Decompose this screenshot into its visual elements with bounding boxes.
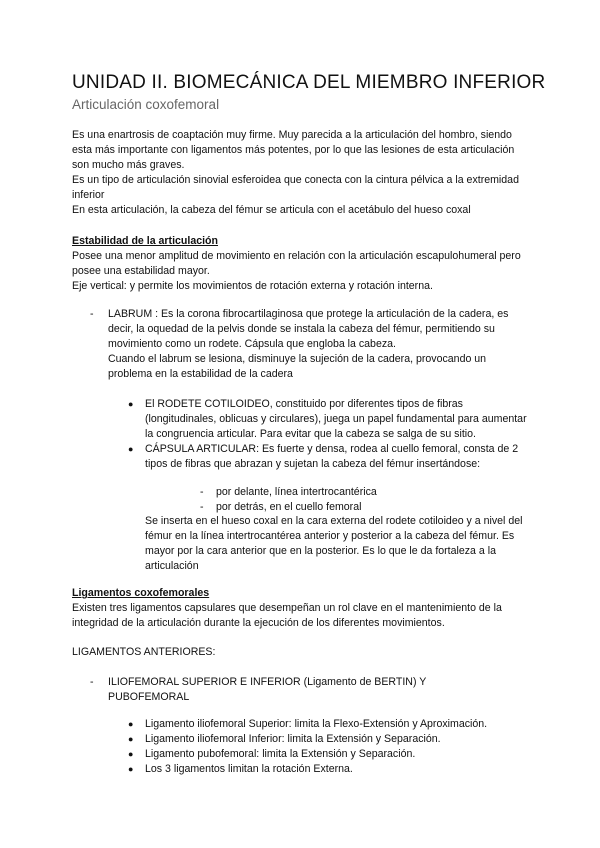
intro-section	[72, 128, 532, 218]
list-item	[128, 717, 535, 732]
capsula-after-text: Se inserta en el hueso coxal en la cara externa del rodete cotiloideo y a nivel del fémur en la línea intertrocantérea anterior y posterior a la cabeza del fémur. Es mayor por la cara anterior que en la posterior. Es lo que le da fortaleza a la articulación	[145, 515, 523, 572]
ligament-bullet-list	[128, 717, 535, 777]
bullet-marker: ●	[128, 399, 134, 409]
bullet-marker: ●	[128, 734, 134, 744]
intro-paragraph: Es un tipo de articulación sinovial esferoidea que conecta con la cintura pélvica a la extremidad inferior	[72, 174, 519, 201]
list-item	[128, 397, 530, 442]
bullet-marker: ●	[128, 444, 134, 454]
dash-marker: -	[90, 308, 94, 320]
labrum-item	[90, 307, 523, 382]
intro-paragraph: Es una enartrosis de coaptación muy firme. Muy parecida a la articulación del hombro, siendo esta más importante con ligamentos más potentes, por lo que las lesiones de esta articulación son mucho más graves.	[72, 129, 515, 171]
page-subtitle: Articulación coxofemoral	[72, 97, 220, 112]
bullet-marker: ●	[128, 749, 134, 759]
labrum-text: LABRUM : Es la corona fibrocartilaginosa que protege la articulación de la cadera, es decir, la oquedad de la pelvis donde se instala la cabeza del fémur, permitiendo su movimiento como un rodete. Cápsula que engloba la cabeza.	[108, 308, 509, 350]
bullet-marker: ●	[128, 764, 134, 774]
list-item	[128, 442, 530, 472]
capsula-sub-item: - por detrás, en el cuello femoral	[200, 501, 362, 513]
iliofemoral-text: ILIOFEMORAL SUPERIOR E INFERIOR (Ligamento de BERTIN) Y PUBOFEMORAL	[108, 676, 427, 703]
capsula-text: CÁPSULA ARTICULAR: Es fuerte y densa, rodea al cuello femoral, consta de 2 tipos de fibras que abrazan y sujetan la cabeza del fémur insertándose:	[145, 443, 519, 470]
dash-marker: -	[90, 676, 94, 688]
labrum-text-2: Cuando el labrum se lesiona, disminuye la sujeción de la cadera, provocando un problema en la estabilidad de la cadera	[108, 353, 487, 380]
estabilidad-section	[72, 234, 532, 294]
list-item	[128, 732, 535, 747]
ligament-text: Los 3 ligamentos limitan la rotación Externa.	[145, 763, 353, 775]
rodete-text: El RODETE COTILOIDEO, constituido por diferentes tipos de fibras (longitudinales, oblicuas y circulares), juega un papel fundamental para aumentar la congruencia articular. Para evitar que la cabeza se salga de su sitio.	[145, 398, 527, 440]
capsula-sub-item: - por delante, línea intertrocantérica	[200, 486, 377, 498]
capsula-sub-text: por delante, línea intertrocantérica	[216, 486, 377, 498]
anteriores-label	[72, 645, 532, 660]
capsula-after-paragraph	[145, 514, 530, 574]
list-item	[128, 747, 535, 762]
ligamentos-section	[72, 586, 532, 631]
capsula-sub-text: por detrás, en el cuello femoral	[216, 501, 362, 513]
ligament-text: Ligamento iliofemoral Inferior: limita la Extensión y Separación.	[145, 733, 441, 745]
ligament-text: Ligamento iliofemoral Superior: limita la Flexo-Extensión y Aproximación.	[145, 718, 488, 730]
estabilidad-paragraph: Posee una menor amplitud de movimiento en relación con la articulación escapulohumeral pero posee una estabilidad mayor.	[72, 250, 521, 277]
intro-paragraph: En esta articulación, la cabeza del fémur se articula con el acetábulo del hueso coxal	[72, 204, 471, 216]
section-heading-ligamentos: Ligamentos coxofemorales	[72, 587, 210, 599]
labrum-bullet-list	[128, 397, 530, 472]
estabilidad-paragraph: Eje vertical: y permite los movimientos de rotación externa y rotación interna.	[72, 280, 433, 292]
list-item	[128, 762, 535, 777]
bullet-marker: ●	[128, 719, 134, 729]
iliofemoral-item	[90, 675, 478, 705]
ligament-text: Ligamento pubofemoral: limita la Extensión y Separación.	[145, 748, 416, 760]
anteriores-label-text: LIGAMENTOS ANTERIORES:	[72, 646, 216, 658]
ligamentos-paragraph: Existen tres ligamentos capsulares que desempeñan un rol clave en el mantenimiento de la integridad de la articulación durante la ejecución de los diferentes movimientos.	[72, 602, 502, 629]
section-heading-estabilidad: Estabilidad de la articulación	[72, 235, 219, 247]
page-title: UNIDAD II. BIOMECÁNICA DEL MIEMBRO INFERIOR	[72, 72, 546, 93]
